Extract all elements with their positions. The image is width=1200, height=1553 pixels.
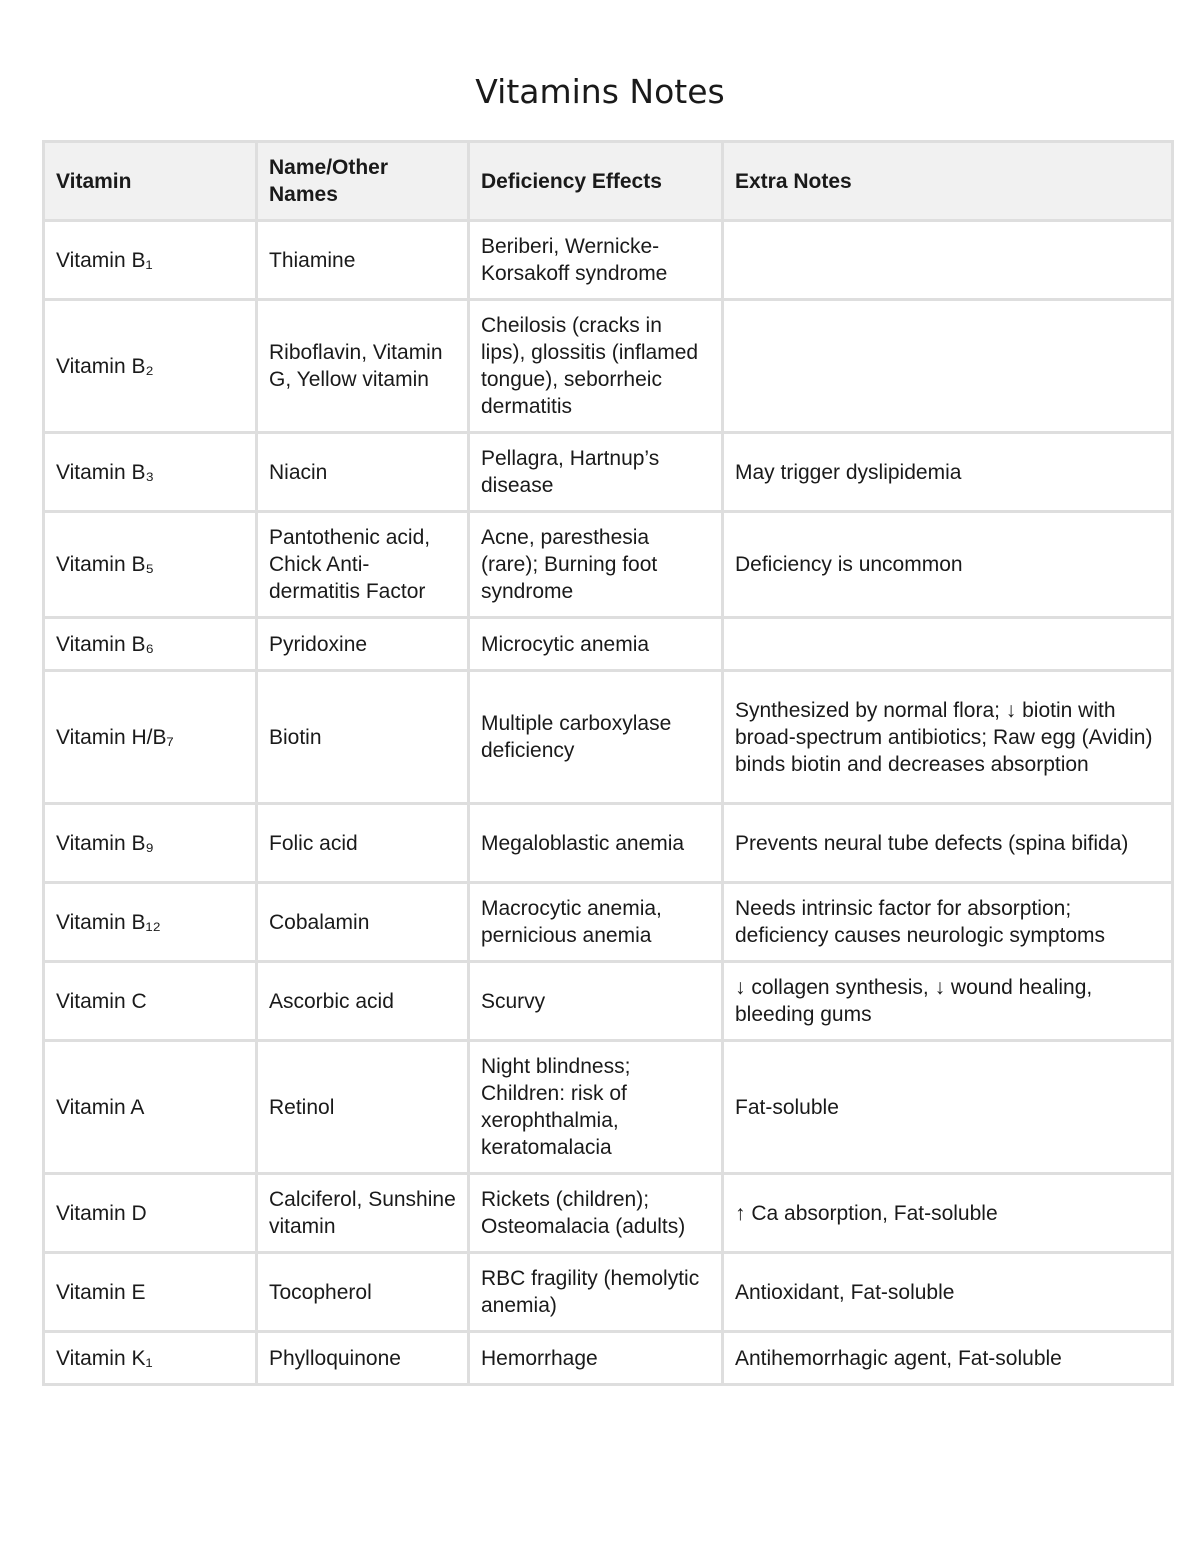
vitamins-table <box>42 140 1174 1386</box>
cell-deficiency: Night blindness; Children: risk of xerophthalmia, keratomalacia <box>469 1041 723 1174</box>
header-vitamin: Vitamin <box>44 142 257 221</box>
cell-vitamin: Vitamin E <box>44 1253 257 1332</box>
header-deficiency: Deficiency Effects <box>469 142 723 221</box>
cell-notes: Synthesized by normal flora; ↓ biotin with broad-spectrum antibiotics; Raw egg (Avidin) binds biotin and decreases absorption <box>723 671 1173 804</box>
cell-names: Phylloquinone <box>257 1332 469 1385</box>
cell-notes <box>723 618 1173 671</box>
cell-vitamin: Vitamin A <box>44 1041 257 1174</box>
cell-notes: Needs intrinsic factor for absorption; deficiency causes neurologic symptoms <box>723 883 1173 962</box>
cell-vitamin: Vitamin K₁ <box>44 1332 257 1385</box>
cell-vitamin: Vitamin B₅ <box>44 512 257 618</box>
cell-deficiency: Cheilosis (cracks in lips), glossitis (inflamed tongue), seborrheic dermatitis <box>469 300 723 433</box>
cell-notes <box>723 221 1173 300</box>
cell-deficiency: Acne, paresthesia (rare); Burning foot syndrome <box>469 512 723 618</box>
cell-vitamin: Vitamin B₉ <box>44 804 257 883</box>
table-row <box>44 300 1173 433</box>
cell-names: Retinol <box>257 1041 469 1174</box>
cell-names: Folic acid <box>257 804 469 883</box>
cell-names: Pantothenic acid, Chick Anti-dermatitis Factor <box>257 512 469 618</box>
cell-vitamin: Vitamin B₁ <box>44 221 257 300</box>
cell-notes <box>723 300 1173 433</box>
cell-vitamin: Vitamin C <box>44 962 257 1041</box>
cell-names: Niacin <box>257 433 469 512</box>
cell-notes: Fat-soluble <box>723 1041 1173 1174</box>
cell-vitamin: Vitamin B₂ <box>44 300 257 433</box>
cell-names: Biotin <box>257 671 469 804</box>
cell-vitamin: Vitamin D <box>44 1174 257 1253</box>
cell-deficiency: Hemorrhage <box>469 1332 723 1385</box>
cell-notes: ↓ collagen synthesis, ↓ wound healing, bleeding gums <box>723 962 1173 1041</box>
cell-names: Riboflavin, Vitamin G, Yellow vitamin <box>257 300 469 433</box>
cell-vitamin: Vitamin H/B₇ <box>44 671 257 804</box>
table-row <box>44 1174 1173 1253</box>
cell-notes: May trigger dyslipidemia <box>723 433 1173 512</box>
cell-notes: Antioxidant, Fat-soluble <box>723 1253 1173 1332</box>
cell-names: Tocopherol <box>257 1253 469 1332</box>
cell-vitamin: Vitamin B₁₂ <box>44 883 257 962</box>
cell-notes: Antihemorrhagic agent, Fat-soluble <box>723 1332 1173 1385</box>
cell-deficiency: Rickets (children); Osteomalacia (adults) <box>469 1174 723 1253</box>
cell-vitamin: Vitamin B₃ <box>44 433 257 512</box>
table-row <box>44 512 1173 618</box>
table-row <box>44 1253 1173 1332</box>
table-row <box>44 671 1173 804</box>
table-row <box>44 1041 1173 1174</box>
cell-names: Thiamine <box>257 221 469 300</box>
table-row <box>44 962 1173 1041</box>
page-title: Vitamins Notes <box>475 72 725 111</box>
cell-deficiency: Scurvy <box>469 962 723 1041</box>
cell-notes: Deficiency is uncommon <box>723 512 1173 618</box>
table-row <box>44 1332 1173 1385</box>
table-row <box>44 433 1173 512</box>
cell-names: Pyridoxine <box>257 618 469 671</box>
cell-names: Calciferol, Sunshine vitamin <box>257 1174 469 1253</box>
cell-vitamin: Vitamin B₆ <box>44 618 257 671</box>
header-notes: Extra Notes <box>723 142 1173 221</box>
cell-deficiency: Pellagra, Hartnup’s disease <box>469 433 723 512</box>
cell-deficiency: Multiple carboxylase deficiency <box>469 671 723 804</box>
cell-notes: Prevents neural tube defects (spina bifida) <box>723 804 1173 883</box>
cell-deficiency: Beriberi, Wernicke-Korsakoff syndrome <box>469 221 723 300</box>
header-names: Name/Other Names <box>257 142 469 221</box>
table-row <box>44 804 1173 883</box>
header-row <box>44 142 1173 221</box>
cell-deficiency: Microcytic anemia <box>469 618 723 671</box>
cell-notes: ↑ Ca absorption, Fat-soluble <box>723 1174 1173 1253</box>
table-row <box>44 618 1173 671</box>
cell-names: Ascorbic acid <box>257 962 469 1041</box>
cell-deficiency: Macrocytic anemia, pernicious anemia <box>469 883 723 962</box>
cell-deficiency: Megaloblastic anemia <box>469 804 723 883</box>
table-row <box>44 221 1173 300</box>
cell-deficiency: RBC fragility (hemolytic anemia) <box>469 1253 723 1332</box>
table-row <box>44 883 1173 962</box>
cell-names: Cobalamin <box>257 883 469 962</box>
